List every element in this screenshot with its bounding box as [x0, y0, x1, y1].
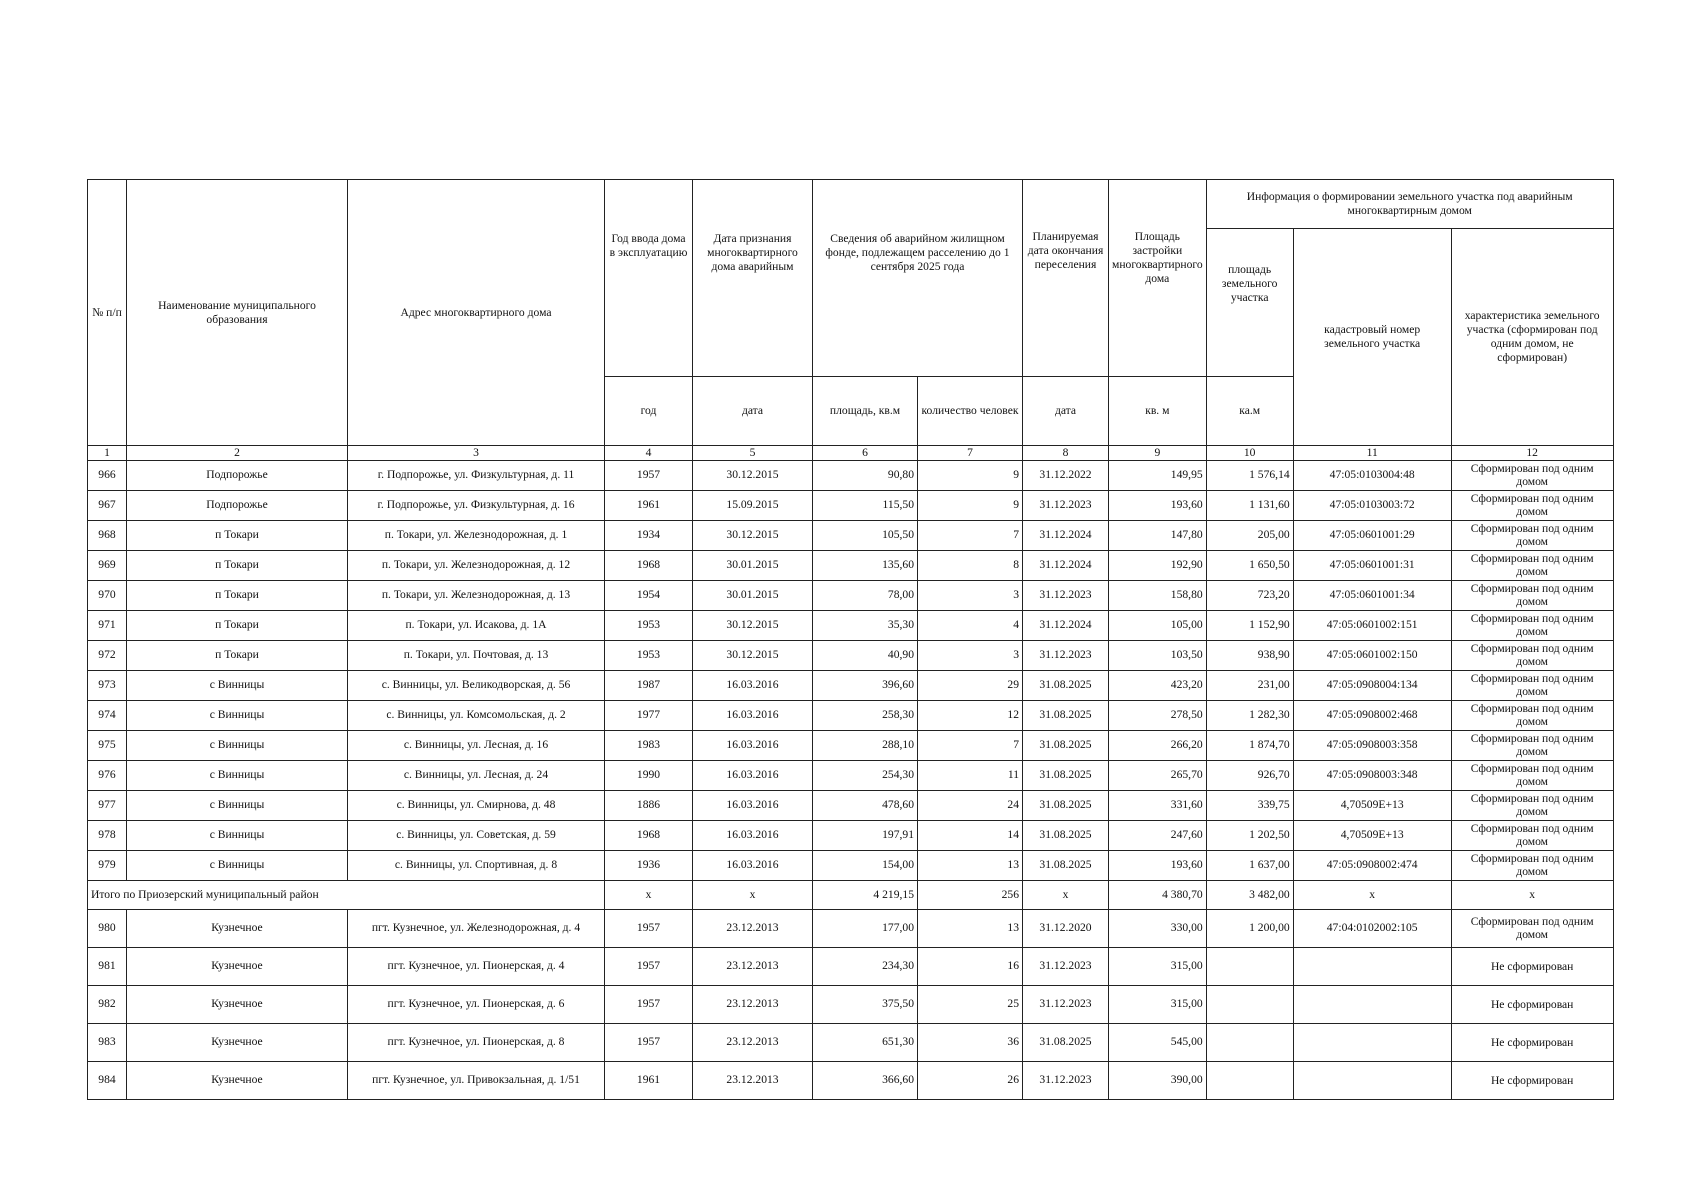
cell-people: 7: [918, 730, 1023, 760]
cell-no: 981: [88, 947, 127, 985]
cell-recognition-date: 23.12.2013: [693, 947, 813, 985]
col-number: 10: [1206, 446, 1293, 461]
cell-year: 1968: [605, 820, 693, 850]
cell-land-char: Сформирован под одним домом: [1451, 670, 1613, 700]
cell-recognition-date: 23.12.2013: [693, 985, 813, 1023]
col-number: 1: [88, 446, 127, 461]
total-area: 4 219,15: [813, 880, 918, 909]
cell-address: пгт. Кузнечное, ул. Привокзальная, д. 1/51: [348, 1061, 605, 1099]
cell-build-area: 315,00: [1109, 947, 1207, 985]
total-build-area: 4 380,70: [1109, 880, 1207, 909]
cell-people: 8: [918, 550, 1023, 580]
cell-area: 197,91: [813, 820, 918, 850]
cell-area: 651,30: [813, 1023, 918, 1061]
cell-planned-date: 31.12.2024: [1023, 610, 1109, 640]
cell-planned-date: 31.12.2023: [1023, 1061, 1109, 1099]
cell-land-char: Сформирован под одним домом: [1451, 909, 1613, 947]
total-planned: x: [1023, 880, 1109, 909]
cell-recognition-date: 30.12.2015: [693, 610, 813, 640]
cell-address: с. Винницы, ул. Великодворская, д. 56: [348, 670, 605, 700]
cell-land-area: [1206, 1023, 1293, 1061]
cell-cadastre: 47:05:0908003:348: [1293, 760, 1451, 790]
cell-planned-date: 31.12.2020: [1023, 909, 1109, 947]
cell-land-char: Сформирован под одним домом: [1451, 490, 1613, 520]
table-row: [88, 1061, 1614, 1099]
cell-cadastre: [1293, 1061, 1451, 1099]
col-number: 4: [605, 446, 693, 461]
table-row: [88, 850, 1614, 880]
cell-planned-date: 31.12.2024: [1023, 520, 1109, 550]
cell-address: п. Токари, ул. Железнодорожная, д. 13: [348, 580, 605, 610]
cell-land-char: Сформирован под одним домом: [1451, 820, 1613, 850]
cell-people: 36: [918, 1023, 1023, 1061]
cell-people: 9: [918, 490, 1023, 520]
cell-land-char: Сформирован под одним домом: [1451, 520, 1613, 550]
cell-build-area: 315,00: [1109, 985, 1207, 1023]
cell-area: 105,50: [813, 520, 918, 550]
cell-land-area: [1206, 947, 1293, 985]
cell-area: 234,30: [813, 947, 918, 985]
cell-build-area: 265,70: [1109, 760, 1207, 790]
cell-municipality: Кузнечное: [127, 1061, 348, 1099]
cell-build-area: 147,80: [1109, 520, 1207, 550]
cell-people: 13: [918, 850, 1023, 880]
cell-year: 1957: [605, 947, 693, 985]
cell-land-area: 1 637,00: [1206, 850, 1293, 880]
cell-build-area: 331,60: [1109, 790, 1207, 820]
cell-address: пгт. Кузнечное, ул. Пионерская, д. 4: [348, 947, 605, 985]
header-land-info: Информация о формировании земельного участка под аварийным многоквартирным домом: [1206, 180, 1613, 229]
cell-address: г. Подпорожье, ул. Физкультурная, д. 16: [348, 490, 605, 520]
cell-build-area: 545,00: [1109, 1023, 1207, 1061]
cell-municipality: с Винницы: [127, 790, 348, 820]
sub-date2: дата: [1023, 377, 1109, 446]
cell-recognition-date: 30.12.2015: [693, 640, 813, 670]
cell-land-char: Не сформирован: [1451, 1061, 1613, 1099]
cell-land-area: 1 576,14: [1206, 460, 1293, 490]
cell-no: 970: [88, 580, 127, 610]
cell-land-char: Сформирован под одним домом: [1451, 580, 1613, 610]
cell-recognition-date: 16.03.2016: [693, 700, 813, 730]
cell-recognition-date: 16.03.2016: [693, 790, 813, 820]
cell-build-area: 390,00: [1109, 1061, 1207, 1099]
cell-cadastre: 47:05:0908004:134: [1293, 670, 1451, 700]
cell-recognition-date: 30.01.2015: [693, 580, 813, 610]
cell-area: 254,30: [813, 760, 918, 790]
table-row: [88, 760, 1614, 790]
cell-people: 26: [918, 1061, 1023, 1099]
cell-year: 1957: [605, 460, 693, 490]
cell-land-char: Сформирован под одним домом: [1451, 640, 1613, 670]
cell-build-area: 158,80: [1109, 580, 1207, 610]
col-number: 11: [1293, 446, 1451, 461]
cell-area: 135,60: [813, 550, 918, 580]
cell-land-char: Не сформирован: [1451, 1023, 1613, 1061]
col-number: 12: [1451, 446, 1613, 461]
cell-area: 478,60: [813, 790, 918, 820]
header-build-area: Площадь застройки многоквартирного дома: [1109, 180, 1207, 377]
cell-municipality: с Винницы: [127, 760, 348, 790]
cell-planned-date: 31.08.2025: [1023, 850, 1109, 880]
cell-no: 968: [88, 520, 127, 550]
cell-municipality: с Винницы: [127, 730, 348, 760]
cell-cadastre: 47:05:0601002:151: [1293, 610, 1451, 640]
cell-land-area: [1206, 985, 1293, 1023]
cell-municipality: п Токари: [127, 640, 348, 670]
cell-year: 1953: [605, 640, 693, 670]
table-row: [88, 490, 1614, 520]
cell-year: 1934: [605, 520, 693, 550]
cell-area: 177,00: [813, 909, 918, 947]
cell-recognition-date: 23.12.2013: [693, 1061, 813, 1099]
cell-municipality: с Винницы: [127, 700, 348, 730]
cell-planned-date: 31.12.2023: [1023, 490, 1109, 520]
cell-land-area: 1 874,70: [1206, 730, 1293, 760]
cell-build-area: 278,50: [1109, 700, 1207, 730]
cell-no: 978: [88, 820, 127, 850]
cell-cadastre: 47:05:0103004:48: [1293, 460, 1451, 490]
header-address: Адрес многоквартирного дома: [348, 180, 605, 446]
cell-year: 1957: [605, 1023, 693, 1061]
cell-land-char: Сформирован под одним домом: [1451, 550, 1613, 580]
cell-cadastre: 47:05:0103003:72: [1293, 490, 1451, 520]
cell-land-area: 1 200,00: [1206, 909, 1293, 947]
cell-year: 1977: [605, 700, 693, 730]
cell-build-area: 103,50: [1109, 640, 1207, 670]
table-row: [88, 947, 1614, 985]
cell-no: 973: [88, 670, 127, 700]
cell-municipality: п Токари: [127, 580, 348, 610]
header-municipality: Наименование муниципального образования: [127, 180, 348, 446]
col-number: 7: [918, 446, 1023, 461]
cell-no: 971: [88, 610, 127, 640]
cell-land-char: Сформирован под одним домом: [1451, 850, 1613, 880]
column-numbers-row: [88, 446, 1614, 461]
cell-land-char: Не сформирован: [1451, 985, 1613, 1023]
cell-planned-date: 31.08.2025: [1023, 670, 1109, 700]
sub-area: площадь, кв.м: [813, 377, 918, 446]
table-row: [88, 550, 1614, 580]
table-row: [88, 730, 1614, 760]
sub-sqm: кв. м: [1109, 377, 1207, 446]
cell-address: п. Токари, ул. Исакова, д. 1А: [348, 610, 605, 640]
cell-land-char: Сформирован под одним домом: [1451, 760, 1613, 790]
cell-year: 1957: [605, 985, 693, 1023]
cell-address: г. Подпорожье, ул. Физкультурная, д. 11: [348, 460, 605, 490]
cell-planned-date: 31.08.2025: [1023, 820, 1109, 850]
cell-people: 7: [918, 520, 1023, 550]
cell-year: 1990: [605, 760, 693, 790]
cell-recognition-date: 16.03.2016: [693, 820, 813, 850]
cell-address: с. Винницы, ул. Комсомольская, д. 2: [348, 700, 605, 730]
cell-year: 1983: [605, 730, 693, 760]
table-row: [88, 610, 1614, 640]
cell-year: 1968: [605, 550, 693, 580]
total-cadastre: x: [1293, 880, 1451, 909]
cell-year: 1987: [605, 670, 693, 700]
table-row: [88, 790, 1614, 820]
cell-address: пгт. Кузнечное, ул. Железнодорожная, д. 4: [348, 909, 605, 947]
cell-year: 1961: [605, 490, 693, 520]
cell-land-char: Сформирован под одним домом: [1451, 730, 1613, 760]
cell-municipality: Подпорожье: [127, 460, 348, 490]
cell-land-char: Не сформирован: [1451, 947, 1613, 985]
cell-land-area: 1 650,50: [1206, 550, 1293, 580]
total-land-area: 3 482,00: [1206, 880, 1293, 909]
header-cadastre: кадастровый номер земельного участка: [1293, 229, 1451, 446]
table-row: [88, 520, 1614, 550]
cell-land-area: [1206, 1061, 1293, 1099]
col-number: 3: [348, 446, 605, 461]
cell-land-area: 1 152,90: [1206, 610, 1293, 640]
cell-area: 78,00: [813, 580, 918, 610]
col-number: 9: [1109, 446, 1207, 461]
cell-no: 980: [88, 909, 127, 947]
cell-municipality: с Винницы: [127, 670, 348, 700]
cell-planned-date: 31.08.2025: [1023, 700, 1109, 730]
cell-planned-date: 31.12.2023: [1023, 640, 1109, 670]
table-row: [88, 700, 1614, 730]
header-no: № п/п: [88, 180, 127, 446]
header-recognition-date: Дата признания многоквартирного дома аварийным: [693, 180, 813, 377]
cell-municipality: п Токари: [127, 550, 348, 580]
sub-date: дата: [693, 377, 813, 446]
cell-planned-date: 31.08.2025: [1023, 1023, 1109, 1061]
cell-land-area: 339,75: [1206, 790, 1293, 820]
cell-land-area: 1 282,30: [1206, 700, 1293, 730]
cell-area: 35,30: [813, 610, 918, 640]
cell-planned-date: 31.08.2025: [1023, 730, 1109, 760]
cell-year: 1953: [605, 610, 693, 640]
cell-recognition-date: 30.12.2015: [693, 520, 813, 550]
cell-people: 12: [918, 700, 1023, 730]
total-year: x: [605, 880, 693, 909]
cell-municipality: п Токари: [127, 610, 348, 640]
cell-municipality: Кузнечное: [127, 985, 348, 1023]
total-date: x: [693, 880, 813, 909]
cell-people: 3: [918, 640, 1023, 670]
cell-no: 967: [88, 490, 127, 520]
cell-no: 982: [88, 985, 127, 1023]
table-body: [88, 460, 1614, 1099]
sub-kam: ка.м: [1206, 377, 1293, 446]
header-land-char: характеристика земельного участка (сформирован под одним домом, не сформирован): [1451, 229, 1613, 446]
cell-recognition-date: 16.03.2016: [693, 670, 813, 700]
cell-area: 90,80: [813, 460, 918, 490]
cell-land-area: 723,20: [1206, 580, 1293, 610]
cell-recognition-date: 30.12.2015: [693, 460, 813, 490]
cell-build-area: 247,60: [1109, 820, 1207, 850]
cell-land-area: 205,00: [1206, 520, 1293, 550]
cell-land-area: 926,70: [1206, 760, 1293, 790]
table-row: [88, 1023, 1614, 1061]
table-row: [88, 909, 1614, 947]
cell-land-area: 231,00: [1206, 670, 1293, 700]
cell-cadastre: 47:05:0908002:474: [1293, 850, 1451, 880]
cell-no: 983: [88, 1023, 127, 1061]
cell-build-area: 423,20: [1109, 670, 1207, 700]
cell-planned-date: 31.08.2025: [1023, 790, 1109, 820]
cell-recognition-date: 23.12.2013: [693, 909, 813, 947]
cell-recognition-date: 16.03.2016: [693, 760, 813, 790]
table-row: [88, 820, 1614, 850]
cell-area: 258,30: [813, 700, 918, 730]
cell-address: с. Винницы, ул. Спортивная, д. 8: [348, 850, 605, 880]
cell-cadastre: 47:05:0908002:468: [1293, 700, 1451, 730]
cell-cadastre: 47:05:0908003:358: [1293, 730, 1451, 760]
cell-cadastre: 47:04:0102002:105: [1293, 909, 1451, 947]
cell-cadastre: 47:05:0601001:34: [1293, 580, 1451, 610]
cell-year: 1886: [605, 790, 693, 820]
header-year: Год ввода дома в эксплуатацию: [605, 180, 693, 377]
total-people: 256: [918, 880, 1023, 909]
cell-people: 16: [918, 947, 1023, 985]
table-row: [88, 670, 1614, 700]
cell-address: п. Токари, ул. Железнодорожная, д. 1: [348, 520, 605, 550]
cell-people: 11: [918, 760, 1023, 790]
cell-cadastre: 4,70509E+13: [1293, 820, 1451, 850]
cell-address: с. Винницы, ул. Советская, д. 59: [348, 820, 605, 850]
cell-area: 40,90: [813, 640, 918, 670]
cell-people: 24: [918, 790, 1023, 820]
cell-people: 29: [918, 670, 1023, 700]
cell-cadastre: 47:05:0601001:31: [1293, 550, 1451, 580]
cell-municipality: Подпорожье: [127, 490, 348, 520]
cell-address: п. Токари, ул. Железнодорожная, д. 12: [348, 550, 605, 580]
cell-address: с. Винницы, ул. Лесная, д. 16: [348, 730, 605, 760]
cell-land-area: 1 131,60: [1206, 490, 1293, 520]
cell-planned-date: 31.12.2023: [1023, 985, 1109, 1023]
cell-cadastre: [1293, 947, 1451, 985]
cell-people: 9: [918, 460, 1023, 490]
cell-no: 979: [88, 850, 127, 880]
cell-people: 14: [918, 820, 1023, 850]
cell-people: 25: [918, 985, 1023, 1023]
cell-land-char: Сформирован под одним домом: [1451, 460, 1613, 490]
header-planned-date: Планируемая дата окончания переселения: [1023, 180, 1109, 377]
cell-address: пгт. Кузнечное, ул. Пионерская, д. 8: [348, 1023, 605, 1061]
cell-recognition-date: 30.01.2015: [693, 550, 813, 580]
table-row: [88, 985, 1614, 1023]
cell-area: 366,60: [813, 1061, 918, 1099]
cell-planned-date: 31.12.2022: [1023, 460, 1109, 490]
col-number: 6: [813, 446, 918, 461]
cell-municipality: с Винницы: [127, 820, 348, 850]
cell-build-area: 193,60: [1109, 490, 1207, 520]
col-number: 5: [693, 446, 813, 461]
col-number: 2: [127, 446, 348, 461]
cell-no: 984: [88, 1061, 127, 1099]
cell-address: пгт. Кузнечное, ул. Пионерская, д. 6: [348, 985, 605, 1023]
cell-no: 966: [88, 460, 127, 490]
cell-build-area: 192,90: [1109, 550, 1207, 580]
cell-build-area: 330,00: [1109, 909, 1207, 947]
cell-land-area: 1 202,50: [1206, 820, 1293, 850]
total-land-char: x: [1451, 880, 1613, 909]
cell-cadastre: 47:05:0601001:29: [1293, 520, 1451, 550]
cell-municipality: п Токари: [127, 520, 348, 550]
col-number: 8: [1023, 446, 1109, 461]
cell-cadastre: 4,70509E+13: [1293, 790, 1451, 820]
table-row: [88, 640, 1614, 670]
cell-municipality: Кузнечное: [127, 947, 348, 985]
emergency-housing-table: [87, 179, 1614, 1100]
cell-area: 154,00: [813, 850, 918, 880]
cell-municipality: с Винницы: [127, 850, 348, 880]
cell-no: 976: [88, 760, 127, 790]
cell-land-char: Сформирован под одним домом: [1451, 700, 1613, 730]
cell-land-area: 938,90: [1206, 640, 1293, 670]
cell-area: 288,10: [813, 730, 918, 760]
cell-build-area: 149,95: [1109, 460, 1207, 490]
cell-no: 974: [88, 700, 127, 730]
cell-cadastre: 47:05:0601002:150: [1293, 640, 1451, 670]
cell-area: 375,50: [813, 985, 918, 1023]
cell-municipality: Кузнечное: [127, 1023, 348, 1061]
sub-people: количество человек: [918, 377, 1023, 446]
cell-municipality: Кузнечное: [127, 909, 348, 947]
cell-year: 1954: [605, 580, 693, 610]
cell-no: 972: [88, 640, 127, 670]
cell-build-area: 193,60: [1109, 850, 1207, 880]
cell-build-area: 266,20: [1109, 730, 1207, 760]
cell-area: 396,60: [813, 670, 918, 700]
cell-area: 115,50: [813, 490, 918, 520]
cell-recognition-date: 16.03.2016: [693, 730, 813, 760]
header-fund-info: Сведения об аварийном жилищном фонде, подлежащем расселению до 1 сентября 2025 года: [813, 180, 1023, 377]
cell-no: 975: [88, 730, 127, 760]
cell-address: с. Винницы, ул. Смирнова, д. 48: [348, 790, 605, 820]
cell-cadastre: [1293, 985, 1451, 1023]
cell-planned-date: 31.12.2024: [1023, 550, 1109, 580]
header-land-area: площадь земельного участка: [1206, 229, 1293, 377]
cell-recognition-date: 15.09.2015: [693, 490, 813, 520]
cell-no: 969: [88, 550, 127, 580]
cell-land-char: Сформирован под одним домом: [1451, 610, 1613, 640]
total-label: Итого по Приозерский муниципальный район: [88, 880, 605, 909]
cell-people: 13: [918, 909, 1023, 947]
cell-planned-date: 31.12.2023: [1023, 580, 1109, 610]
cell-year: 1957: [605, 909, 693, 947]
table-row: [88, 460, 1614, 490]
cell-address: с. Винницы, ул. Лесная, д. 24: [348, 760, 605, 790]
cell-recognition-date: 23.12.2013: [693, 1023, 813, 1061]
cell-recognition-date: 16.03.2016: [693, 850, 813, 880]
cell-people: 3: [918, 580, 1023, 610]
total-row: [88, 880, 1614, 909]
cell-planned-date: 31.12.2023: [1023, 947, 1109, 985]
cell-land-char: Сформирован под одним домом: [1451, 790, 1613, 820]
cell-people: 4: [918, 610, 1023, 640]
sub-year: год: [605, 377, 693, 446]
cell-year: 1936: [605, 850, 693, 880]
cell-address: п. Токари, ул. Почтовая, д. 13: [348, 640, 605, 670]
cell-year: 1961: [605, 1061, 693, 1099]
cell-build-area: 105,00: [1109, 610, 1207, 640]
cell-cadastre: [1293, 1023, 1451, 1061]
table-row: [88, 580, 1614, 610]
cell-no: 977: [88, 790, 127, 820]
cell-planned-date: 31.08.2025: [1023, 760, 1109, 790]
